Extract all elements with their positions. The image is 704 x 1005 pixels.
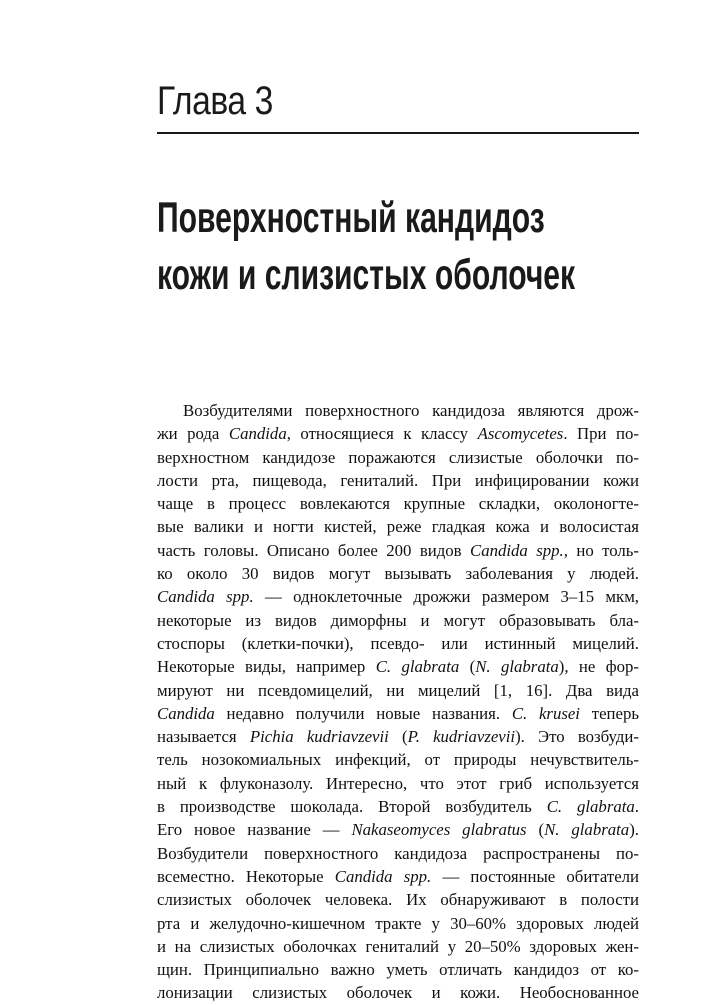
text-line: лонизации слизистых оболочек и кожи. Необоснованное	[157, 983, 639, 1003]
text-line: Его новое название — Nakaseomyces glabratus (N. glabrata).	[157, 820, 639, 840]
chapter-divider	[157, 132, 639, 134]
text-line: стоспоры (клетки-почки), псевдо- или истинный мицелий.	[157, 633, 639, 653]
text-line: Некоторые виды, например C. glabrata (N. glabrata), не фор-	[157, 657, 639, 677]
text-line: мируют ни псевдомицелий, ни мицелий [1, 16]. Два вида	[157, 680, 639, 700]
text-line: жи рода Candida, относящиеся к классу Ascomycetes. При по-	[157, 424, 639, 444]
text-line: и на слизистых оболочках гениталий у 20–50% здоровых жен-	[157, 936, 639, 956]
text-line: лости рта, пищевода, гениталий. При инфицировании кожи	[157, 470, 639, 490]
text-line: некоторые из видов диморфны и могут образовывать бла-	[157, 610, 639, 630]
text-line: тель нозокомиальных инфекций, от природы нечувствитель-	[157, 750, 639, 770]
text-line: Candida недавно получили новые названия. C. krusei теперь	[157, 703, 639, 723]
chapter-label: Глава 3	[157, 79, 273, 123]
chapter-title-line: Поверхностный кандидоз	[157, 194, 545, 242]
text-line: часть головы. Описано более 200 видов Candida spp., но толь-	[157, 540, 640, 560]
text-line: рта и желудочно-кишечном тракте у 30–60% здоровых людей	[157, 913, 639, 933]
text-line: всеместно. Некоторые Candida spp. — постоянные обитатели	[157, 866, 639, 886]
text-line: Возбудителями поверхностного кандидоза являются дрож-	[183, 401, 639, 420]
chapter-title	[157, 190, 575, 304]
text-line: вые валики и ногти кистей, реже гладкая кожа и волосистая	[157, 517, 639, 537]
text-line: верхностном кандидозе поражаются слизистые оболочки по-	[157, 447, 639, 467]
body-paragraph	[157, 399, 639, 1005]
text-line: ко около 30 видов могут вызывать заболевания у людей.	[157, 564, 639, 584]
text-line: ный к флуконазолу. Интересно, что этот гриб используется	[157, 773, 639, 793]
text-line: слизистых оболочек человека. Их обнаруживают в полости	[157, 890, 639, 910]
text-line: Возбудители поверхностного кандидоза распространены по-	[157, 843, 639, 863]
text-line: Candida spp. — одноклеточные дрожжи размером 3–15 мкм,	[157, 587, 640, 607]
chapter-title-line: кожи и слизистых оболочек	[157, 251, 576, 299]
text-line: щин. Принципиально важно уметь отличать кандидоз от ко-	[157, 960, 639, 980]
text-line: чаще в процесс вовлекаются крупные складки, околоногте-	[157, 494, 639, 514]
text-line: называется Pichia kudriavzevii (P. kudriavzevii). Это возбуди-	[157, 727, 639, 747]
text-line: в производстве шоколада. Второй возбудитель C. glabrata.	[157, 797, 639, 817]
